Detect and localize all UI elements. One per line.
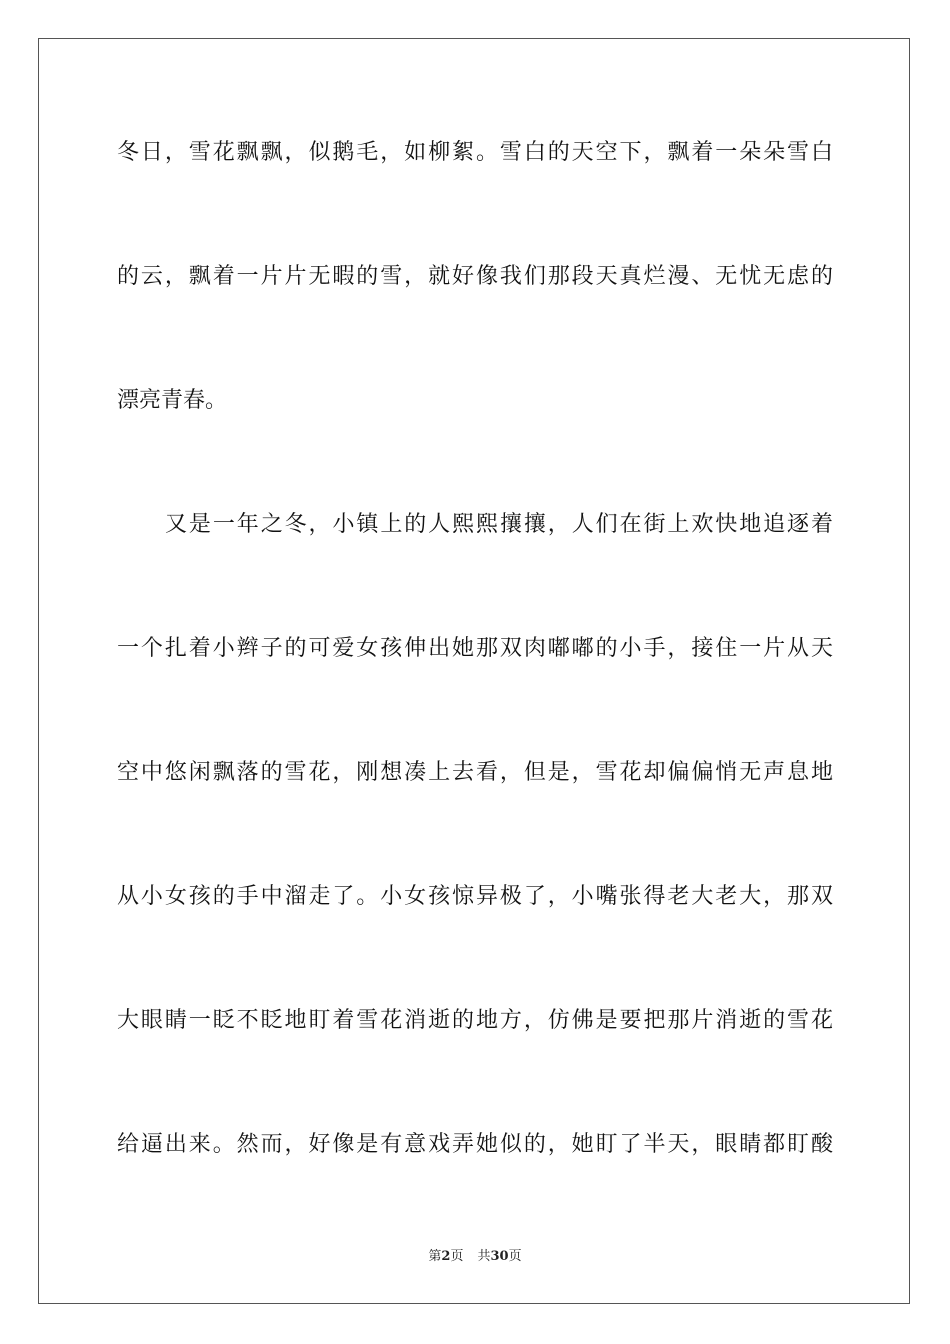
page-number: 2 [441,1249,451,1264]
text-line-7: 从小女孩的手中溜走了。小女孩惊异极了，小嘴张得老大老大，那双 [117,884,833,909]
total-pages: 30 [490,1249,509,1264]
text-line-8: 大眼睛一眨不眨地盯着雪花消逝的地方，仿佛是要把那片消逝的雪花 [117,1008,833,1033]
total-prefix: 共 [477,1249,491,1264]
text-line-9: 给逼出来。然而，好像是有意戏弄她似的，她盯了半天，眼睛都盯酸 [117,1132,833,1157]
text-line-3: 漂亮青春。 [117,388,228,413]
text-line-2: 的云，飘着一片片无暇的雪，就好像我们那段天真烂漫、无忧无虑的 [117,264,833,289]
page-border [38,38,910,1304]
page-suffix: 页 [450,1249,464,1264]
text-line-6: 空中悠闲飘落的雪花，刚想凑上去看，但是，雪花却偏偏悄无声息地 [117,760,833,785]
total-suffix: 页 [508,1249,522,1264]
page-prefix: 第 [428,1249,442,1264]
text-line-4: 又是一年之冬，小镇上的人熙熙攘攘，人们在街上欢快地追逐着 [165,512,833,537]
page-footer [0,1248,950,1266]
text-line-5: 一个扎着小辫子的可爱女孩伸出她那双肉嘟嘟的小手，接住一片从天 [117,636,833,661]
text-line-1: 冬日，雪花飘飘，似鹅毛，如柳絮。雪白的天空下，飘着一朵朵雪白 [117,140,833,165]
